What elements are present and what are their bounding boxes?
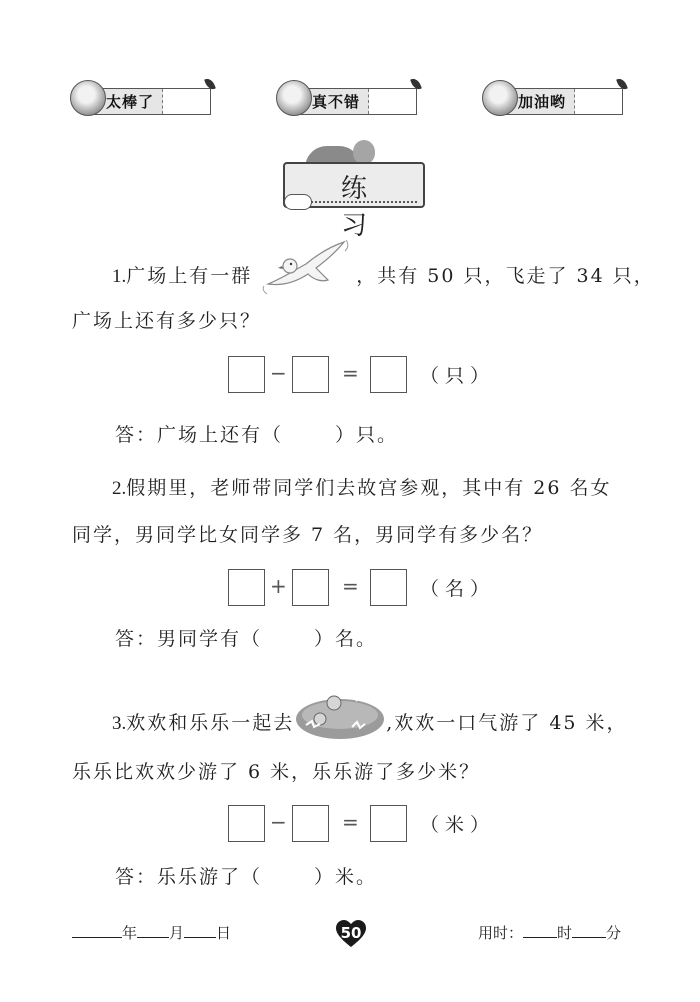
problem-3-answer — [115, 862, 377, 889]
hour-blank[interactable] — [523, 923, 557, 938]
minus-operator: − — [270, 810, 287, 834]
problem-number: 1. — [112, 266, 127, 287]
answer-prefix: 答：男同学有（ — [115, 628, 263, 650]
badge-frame — [504, 88, 623, 115]
hour-label: 时 — [557, 924, 573, 942]
answer-prefix: 答：广场上还有（ — [115, 424, 284, 446]
happy-mascot-icon — [70, 80, 106, 116]
minute-blank[interactable] — [572, 923, 606, 938]
answer-suffix: ）名。 — [314, 628, 378, 650]
problem-1-answer — [115, 420, 398, 447]
problem-2-line-2: 同学，男同学比女同学多 7 名，男同学有多少名？ — [72, 524, 544, 546]
badge-label: 真不错 — [312, 93, 361, 111]
cloud-decoration — [284, 194, 312, 210]
equation-box-result[interactable] — [370, 805, 407, 842]
date-field — [72, 922, 231, 943]
problem-2-line-1 — [112, 473, 612, 500]
dove-illustration — [258, 238, 350, 296]
equation-box-2[interactable] — [292, 569, 329, 606]
answer-suffix: ）只。 — [335, 424, 399, 446]
equation-box-result[interactable] — [370, 569, 407, 606]
equals-sign: = — [342, 361, 359, 385]
problem-2-answer — [115, 624, 377, 651]
badge-frame — [92, 88, 211, 115]
day-label: 日 — [216, 924, 232, 942]
equation-box-1[interactable] — [228, 805, 265, 842]
badge-label: 太棒了 — [106, 93, 155, 111]
equation-box-result[interactable] — [370, 356, 407, 393]
equation-box-2[interactable] — [292, 805, 329, 842]
problem-3-line-2: 乐乐比欢欢少游了 6 米，乐乐游了多少米？ — [72, 761, 481, 783]
rating-badge-keep-going[interactable] — [482, 78, 632, 118]
equation-unit: （只） — [420, 365, 496, 387]
problem-1-line-2: 广场上还有多少只？ — [72, 310, 262, 332]
page-number: 50 — [340, 924, 362, 942]
page-number-badge — [336, 920, 366, 948]
swimming-pool-illustration — [294, 689, 386, 741]
rating-badge-good[interactable] — [276, 78, 426, 118]
sprout-mascot-icon — [353, 140, 375, 164]
problem-text: 假期里，老师带同学们去故宫参观，其中有 26 名女 — [126, 477, 612, 499]
month-blank[interactable] — [137, 923, 169, 938]
equation-unit: （名） — [420, 578, 496, 600]
minus-operator: − — [270, 361, 287, 385]
problem-number: 2. — [112, 478, 127, 499]
answer-prefix: 答：乐乐游了（ — [115, 866, 263, 888]
problem-text: 广场上有一群 — [126, 265, 253, 287]
problem-text: ，共有 50 只，飞走了 34 只， — [356, 265, 655, 287]
equation-unit: （米） — [420, 814, 496, 836]
day-blank[interactable] — [184, 923, 216, 938]
time-used-label: 用时： — [478, 924, 524, 942]
section-title: 练 习 — [340, 174, 389, 241]
problem-text: 欢欢和乐乐一起去 — [126, 712, 295, 734]
problem-number: 3. — [112, 713, 127, 734]
rating-badge-great[interactable] — [70, 78, 220, 118]
problem-1-line-1 — [112, 258, 655, 296]
minute-label: 分 — [606, 924, 622, 942]
problem-text: ,欢欢一口气游了 45 米， — [386, 712, 628, 734]
masked-raccoon-icon — [276, 80, 312, 116]
equals-sign: = — [342, 810, 359, 834]
month-label: 月 — [169, 924, 185, 942]
equation-box-2[interactable] — [292, 356, 329, 393]
bear-mascot-icon — [482, 80, 518, 116]
time-used-field — [478, 922, 621, 943]
problem-3-line-1 — [112, 707, 628, 741]
year-label: 年 — [122, 924, 138, 942]
answer-suffix: ）米。 — [314, 866, 378, 888]
year-blank[interactable] — [72, 923, 122, 938]
badge-label: 加油哟 — [518, 93, 567, 111]
badge-frame — [298, 88, 417, 115]
equals-sign: = — [342, 574, 359, 598]
equation-box-1[interactable] — [228, 356, 265, 393]
equation-box-1[interactable] — [228, 569, 265, 606]
plus-operator: + — [270, 574, 287, 598]
